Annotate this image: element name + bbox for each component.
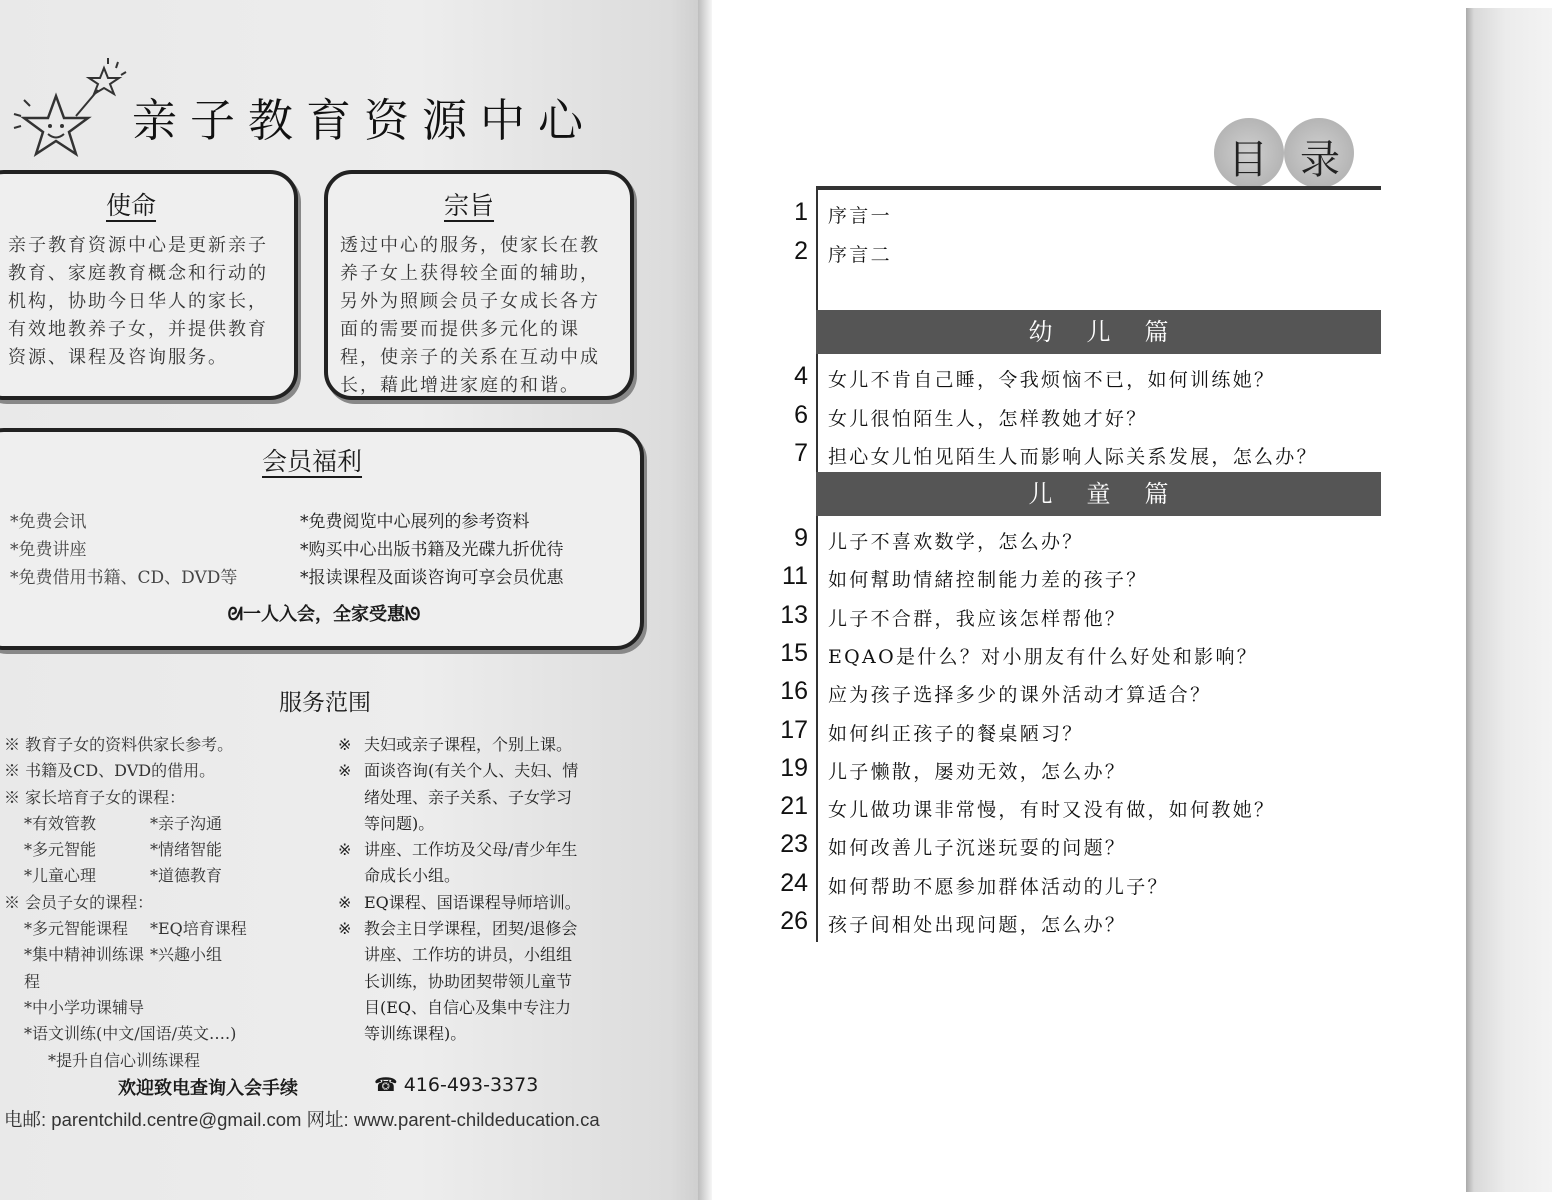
service-text-line: 命成长小组。 — [364, 866, 461, 886]
center-title: 亲子教育资源中心 — [132, 94, 597, 147]
toc-page-number: 2 — [794, 236, 808, 265]
toc-entry — [760, 362, 1400, 398]
purpose-line: 透过中心的服务，使家长在教 — [340, 235, 600, 256]
service-text-line: 面谈咨询(有关个人、夫妇、情 — [364, 761, 579, 781]
service-pair — [4, 942, 334, 995]
service-text — [364, 732, 572, 758]
section-band-toddler: 幼儿篇 — [816, 310, 1381, 354]
service-subitem: *EQ培育课程 — [150, 919, 247, 939]
toc-heading — [1214, 118, 1364, 188]
service-text-line: 绪处理、亲子关系、子女学习 — [364, 787, 573, 807]
left-page — [0, 0, 698, 1200]
purpose-line: 另外为照顾会员子女成长各方 — [340, 291, 600, 312]
benefit-item: *免费讲座 — [10, 540, 87, 560]
service-item: *提升自信心训练课程 — [48, 1050, 201, 1070]
toc-entry — [760, 439, 1400, 475]
toc-page-number: 13 — [780, 600, 808, 629]
toc-page-number: 26 — [780, 907, 808, 935]
purpose-text — [340, 232, 632, 400]
toc-entry — [760, 716, 1400, 752]
purpose-box — [324, 170, 634, 400]
service-pair — [4, 837, 334, 863]
star-logo-icon — [4, 56, 136, 166]
phone-number: ☎ 416-493-3373 — [374, 1074, 539, 1096]
mission-heading: 使命 — [106, 191, 157, 220]
service-pair — [4, 916, 334, 942]
book-gutter — [698, 0, 712, 1200]
benefit-item: *免费阅览中心展列的参考资料 — [300, 512, 530, 532]
toc-page-number: 17 — [780, 715, 808, 744]
service-text — [364, 916, 577, 1047]
page-edge — [1466, 8, 1552, 1192]
toc-entry — [760, 524, 1400, 560]
toc-entry-title: EQAO是什么？对小朋友有什么好处和影响？ — [828, 645, 1259, 668]
mission-line: 资源、课程及咨询服务。 — [8, 347, 228, 368]
toc-page-number: 23 — [780, 830, 808, 859]
services-list-right — [338, 732, 638, 1048]
toc-entry — [760, 601, 1400, 637]
benefit-item: *报读课程及面谈咨询可享会员优惠 — [300, 568, 564, 588]
toc-entry-title: 如何纠正孩子的餐桌陋习？ — [828, 722, 1084, 745]
toc-page-number: 15 — [780, 638, 808, 667]
service-text-line: 等训练课程)。 — [364, 1024, 467, 1044]
toc-entry-title: 儿子不合群，我应该怎样帮他？ — [828, 607, 1127, 630]
toc-entry — [760, 869, 1400, 905]
benefit-item: *免费会讯 — [10, 512, 87, 532]
toc-page-number: 24 — [780, 868, 808, 897]
purpose-heading: 宗旨 — [444, 191, 495, 220]
toc-top-rule — [816, 186, 1381, 190]
mission-box — [0, 170, 298, 400]
service-subitem: *兴趣小组 — [150, 945, 223, 965]
toc-entry — [760, 830, 1400, 866]
toc-entry — [760, 237, 1400, 273]
toc-entry-title: 儿子懒散，屡劝无效，怎么办？ — [828, 760, 1127, 783]
toc-entry — [760, 198, 1400, 234]
service-text-line: 讲座、工作坊的讲员，小组组 — [364, 945, 573, 965]
toc-entry-title: 如何帮助不愿参加群体活动的儿子？ — [828, 875, 1169, 898]
toc-page-number: 11 — [782, 562, 808, 591]
service-mark: ※ — [338, 761, 352, 781]
benefits-motto: ᘛ一人入会，全家受惠ᘚ — [227, 604, 421, 625]
purpose-line: 养子女上获得较全面的辅助， — [340, 263, 600, 284]
purpose-line: 面的需要而提供多元化的课 — [340, 319, 580, 340]
service-subitem: *多元智能课程 — [24, 919, 129, 939]
toc-entry-title: 序言二 — [828, 243, 892, 266]
contact-line: 电邮: parentchild.centre@gmail.com 网址: www.parent-childeducation.ca — [4, 1109, 600, 1130]
toc-page-number: 1 — [794, 198, 808, 226]
toc-page-number: 16 — [780, 677, 808, 706]
service-subitem: *道德教育 — [150, 866, 223, 886]
service-text-line: 讲座、工作坊及父母/青少年生 — [364, 840, 578, 860]
service-subitem: *多元智能 — [24, 840, 97, 860]
section-band-children: 儿童篇 — [816, 472, 1381, 516]
mission-line: 亲子教育资源中心是更新亲子 — [8, 235, 268, 256]
toc-entry-title: 序言一 — [828, 205, 892, 227]
service-subitem: *有效管教 — [24, 813, 97, 833]
toc-entry-title: 担心女儿怕见陌生人而影响人际关系发展，怎么办？ — [828, 446, 1318, 468]
service-item: ※ 教育子女的资料供家长参考。 — [4, 735, 234, 754]
toc-entry — [760, 562, 1400, 598]
toc-page-number: 4 — [794, 362, 808, 390]
service-subitem: *儿童心理 — [24, 866, 97, 886]
service-item: ※ 会员子女的课程： — [4, 892, 154, 912]
toc-entry-title: 如何改善儿子沉迷玩耍的问题？ — [828, 837, 1127, 860]
toc-entry — [760, 401, 1400, 437]
toc-page-number: 6 — [794, 400, 808, 429]
services-list-left — [4, 732, 334, 1074]
service-pair — [4, 863, 334, 889]
toc-page-number: 7 — [794, 439, 808, 467]
toc-entry — [760, 754, 1400, 790]
service-subitem: *亲子沟通 — [150, 813, 223, 833]
toc-entry — [760, 907, 1400, 943]
service-mark: ※ — [338, 840, 352, 860]
service-text — [364, 890, 581, 916]
service-text-line: 等问题)。 — [364, 813, 435, 833]
join-text: 欢迎致电查询入会手续 — [118, 1078, 298, 1099]
mission-line: 有效地教养子女，并提供教育 — [8, 319, 268, 340]
service-item — [338, 758, 638, 837]
toc-entry — [760, 639, 1400, 675]
toc-entry — [760, 677, 1400, 713]
toc-page-number: 21 — [780, 792, 808, 821]
service-text-line: 长训练，协助团契带领儿童节 — [364, 971, 573, 991]
toc-entry-title: 女儿不肯自己睡，令我烦恼不已，如何训练她？ — [828, 369, 1276, 391]
toc-entry-title: 儿子不喜欢数学，怎么办？ — [828, 531, 1084, 553]
service-item — [338, 890, 638, 916]
service-text — [364, 837, 577, 890]
service-text-line: 教会主日学课程，团契/退修会 — [364, 919, 578, 939]
service-item — [338, 916, 638, 1047]
benefits-box — [0, 428, 644, 650]
toc-entry-title: 应为孩子选择多少的课外活动才算适合？ — [828, 684, 1212, 707]
service-subitem: *情绪智能 — [150, 840, 223, 860]
benefits-list-right — [300, 508, 640, 592]
service-item: *语文训练(中文/国语/英文….) — [24, 1024, 237, 1044]
service-item — [338, 732, 638, 758]
service-subitem: *集中精神训练课程 — [24, 945, 145, 991]
service-item: ※ 家长培育子女的课程： — [4, 787, 186, 807]
toc-entry-title: 如何幫助情緒控制能力差的孩子？ — [828, 569, 1148, 592]
toc-page-number: 9 — [794, 524, 808, 552]
toc-page-number: 19 — [780, 753, 808, 782]
service-text-line: 目(EQ、自信心及集中专注力 — [364, 997, 572, 1017]
benefit-item: *购买中心出版书籍及光碟九折优待 — [300, 540, 564, 560]
toc-entry-title: 女儿做功课非常慢，有时又没有做，如何教她？ — [828, 799, 1276, 822]
toc-entry-title: 孩子间相处出现问题，怎么办？ — [828, 914, 1127, 936]
mission-text — [8, 232, 298, 372]
services-heading: 服务范围 — [279, 690, 371, 716]
service-mark: ※ — [338, 919, 352, 939]
service-text-line: EQ课程、国语课程导师培训。 — [364, 892, 581, 912]
benefits-heading: 会员福利 — [262, 447, 363, 476]
mission-line: 机构，协助今日华人的家长， — [8, 291, 268, 312]
benefits-list-left — [10, 508, 300, 592]
service-item: *中小学功课辅导 — [24, 997, 145, 1017]
service-mark: ※ — [338, 735, 352, 754]
service-item: ※ 书籍及CD、DVD的借用。 — [4, 761, 216, 781]
benefit-item: *免费借用书籍、CD、DVD等 — [10, 568, 238, 588]
service-mark: ※ — [338, 892, 352, 912]
service-item — [338, 837, 638, 890]
mission-line: 教育、家庭教育概念和行动的 — [8, 263, 268, 284]
purpose-line: 程，使亲子的关系在互动中成 — [340, 347, 600, 368]
service-text — [364, 758, 578, 837]
toc-entry-title: 女儿很怕陌生人，怎样教她才好？ — [828, 407, 1148, 430]
toc-heading-char: 录 — [1300, 137, 1340, 183]
purpose-line: 长，藉此增进家庭的和谐。 — [340, 375, 580, 396]
toc-entry — [760, 792, 1400, 828]
service-pair — [4, 811, 334, 837]
toc-heading-char: 目 — [1228, 137, 1268, 183]
service-text-line: 夫妇或亲子课程，个别上课。 — [364, 735, 573, 754]
